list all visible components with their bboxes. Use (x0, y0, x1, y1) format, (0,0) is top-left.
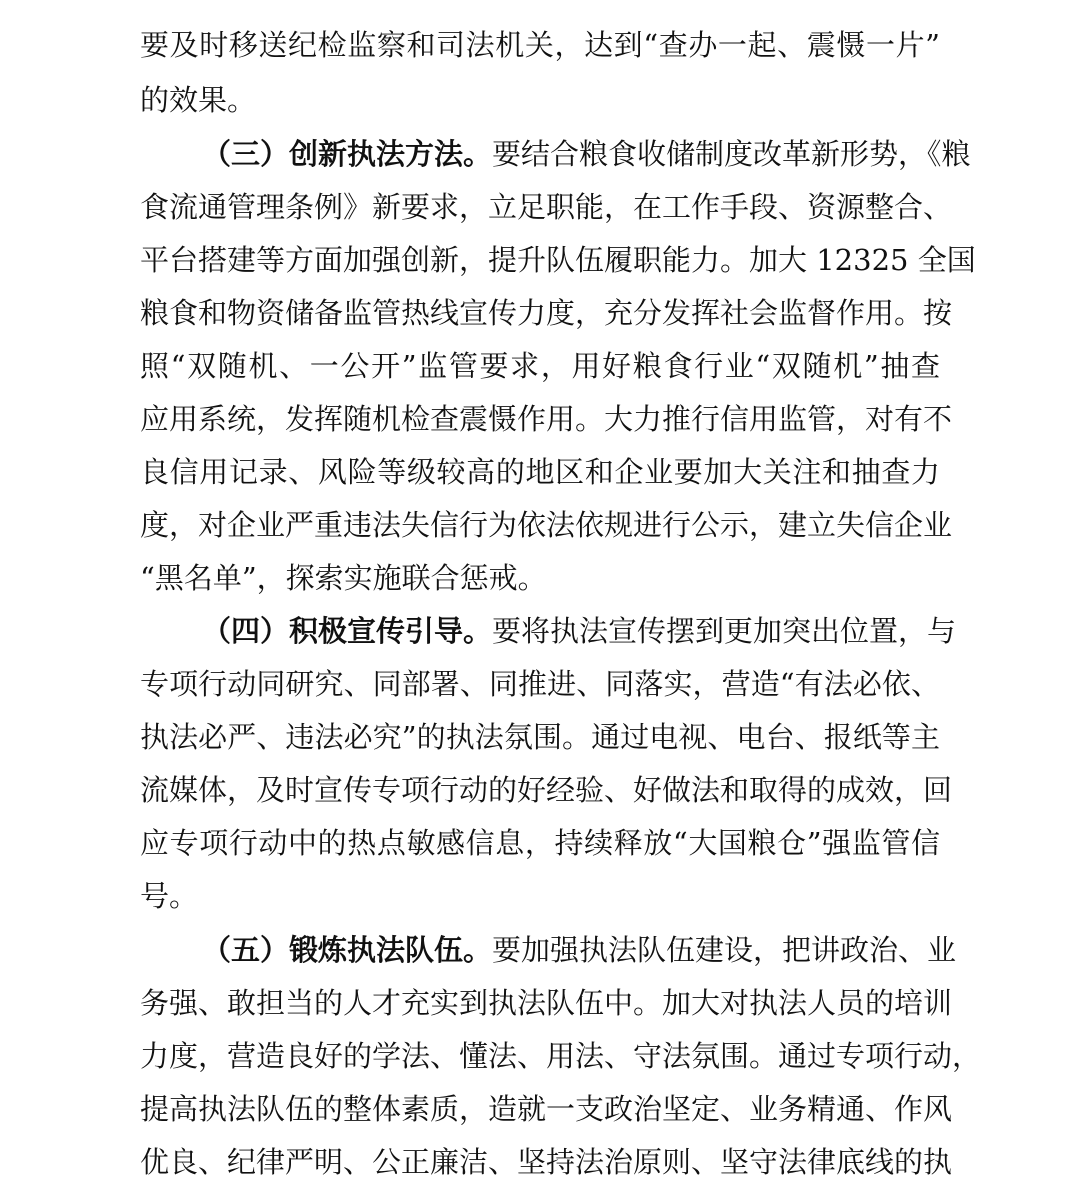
section-5-heading: （五）锻炼执法队伍。 (202, 933, 493, 967)
section-5-lead-text: 要加强执法队伍建设，把讲政治、业 (492, 933, 957, 967)
section-3-heading: （三）创新执法方法。 (202, 137, 493, 171)
text-line: “黑名单”，探索实施联合惩戒。 (140, 561, 547, 595)
text-line: 力度，营造良好的学法、懂法、用法、守法氛围。通过专项行动， (140, 1039, 982, 1073)
text-line: 提高执法队伍的整体素质，造就一支政治坚定、业务精通、作风 (140, 1092, 953, 1126)
section-4-heading: （四）积极宣传引导。 (202, 614, 493, 648)
text-line: 要及时移送纪检监察和司法机关，达到“查办一起、震慑一片” (140, 28, 940, 62)
section-3-first-line (140, 134, 971, 174)
text-line: 执法必严、违法必究”的执法氛围。通过电视、电台、报纸等主 (140, 720, 940, 754)
section-4-lead-text: 要将执法宣传摆到更加突出位置，与 (492, 614, 957, 648)
text-line: 照“双随机、一公开”监管要求，用好粮食行业“双随机”抽查 (140, 349, 940, 383)
text-line: 务强、敢担当的人才充实到执法队伍中。加大对执法人员的培训 (140, 986, 953, 1020)
text-line: 平台搭建等方面加强创新，提升队伍履职能力。加大 12325 全国 (140, 243, 976, 277)
text-line: 流媒体，及时宣传专项行动的好经验、好做法和取得的成效，回 (140, 773, 953, 807)
text-line: 度，对企业严重违法失信行为依法依规进行公示，建立失信企业 (140, 508, 953, 542)
text-line: 的效果。 (140, 83, 257, 117)
text-line: 应用系统，发挥随机检查震慑作用。大力推行信用监管，对有不 (140, 402, 953, 436)
section-5-first-line (140, 930, 957, 970)
text-line: 应专项行动中的热点敏感信息，持续释放“大国粮仓”强监管信 (140, 826, 940, 860)
text-line: 粮食和物资储备监管热线宣传力度，充分发挥社会监督作用。按 (140, 296, 953, 330)
section-4-first-line (140, 611, 957, 651)
text-line: 专项行动同研究、同部署、同推进、同落实，营造“有法必依、 (140, 667, 940, 701)
text-line: 优良、纪律严明、公正廉洁、坚持法治原则、坚守法律底线的执 (140, 1145, 953, 1179)
text-line: 良信用记录、风险等级较高的地区和企业要加大关注和抽查力 (140, 455, 940, 489)
text-line: 号。 (140, 879, 199, 913)
text-line: 食流通管理条例》新要求，立足职能，在工作手段、资源整合、 (140, 190, 953, 224)
section-3-lead-text: 要结合粮食收储制度改革新形势，《粮 (492, 137, 971, 171)
